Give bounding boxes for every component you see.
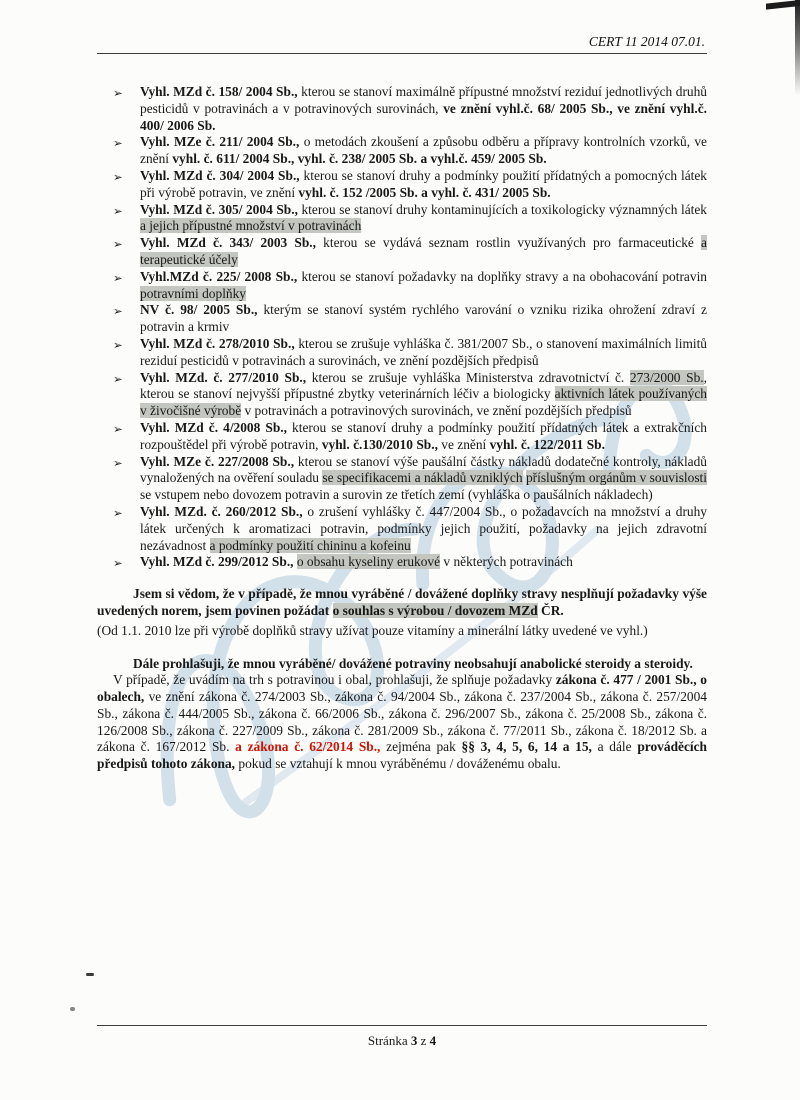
arrow-bullet-icon: ➢ (113, 505, 123, 520)
arrow-bullet-icon: ➢ (113, 421, 123, 436)
header-rule (97, 53, 707, 54)
list-item (97, 302, 707, 336)
footer-rule (97, 1025, 707, 1026)
list-item (97, 168, 707, 202)
arrow-bullet-icon: ➢ (113, 337, 123, 352)
text-segment: o souhlas s výrobou / dovozem MZd (332, 602, 538, 618)
arrow-bullet-icon: ➢ (113, 136, 123, 151)
text-segment: kterou se stanoví požadavky na doplňky stravy a na obohacování potravin (297, 268, 707, 284)
list-item-text (140, 370, 707, 420)
text-segment: příslušným orgánům v souvislosti (525, 470, 707, 486)
text-segment: (Od 1.1. 2010 lze při výrobě doplňků stravy užívat pouze vitamíny a minerální látky uvedené ve vyhl.) (97, 622, 648, 638)
text-segment: V případě, že uvádím na trh s potravinou i obal, prohlašuji, že splňuje požadavky (113, 672, 556, 688)
text-segment: Vyhl. MZd č. 4/2008 Sb., (140, 419, 287, 435)
list-item (97, 420, 707, 454)
text-segment: a dále (591, 739, 638, 755)
text-segment: a terapeutické účely (140, 235, 707, 267)
list-item (97, 134, 707, 168)
scan-artifact-right-edge (795, 0, 800, 95)
text-segment: kterou se stanoví výše paušální částky nákladů dodatečné kontroly, nákladů vynaložených na ověření souladu (140, 453, 707, 486)
paragraph (97, 656, 707, 673)
text-segment: prováděcích předpisů tohoto zákona, (97, 739, 708, 772)
list-item-text (140, 336, 707, 370)
text-segment: kterou se zrušuje vyhláška Ministerstva zdravotnictví č. (306, 369, 630, 385)
list-item-text (140, 168, 707, 202)
regulation-list (97, 84, 707, 572)
text-segment: aktivních látek používaných v živočišné výrobě (140, 386, 707, 419)
text-segment: o zrušení vyhlášky č. 447/2004 Sb., o požadavcích na množství a druhy látek určených k aromatizaci potravin, podmínky jejich použití, požadavky na jejich zdravotní nezávadnost (140, 503, 707, 553)
list-item-text (140, 202, 707, 236)
list-item (97, 202, 707, 236)
text-segment: v potravinách a potravinových surovinách, ve znění pozdějších předpisů (241, 403, 632, 419)
text-segment: 3 (410, 1033, 418, 1048)
text-segment: vyhl. č. 122/2011 Sb. (489, 436, 605, 452)
arrow-bullet-icon: ➢ (113, 371, 123, 386)
text-segment: Vyhl. MZd č. 304/ 2004 Sb., (140, 167, 300, 183)
text-segment: v některých potravinách (440, 554, 573, 570)
arrow-bullet-icon: ➢ (113, 304, 123, 319)
list-item (97, 235, 707, 269)
text-segment: pokud se vztahují k mnou vyráběnému / dováženému obalu. (235, 756, 561, 772)
text-segment: a jejich přípustné množství v potravinách (140, 218, 362, 234)
text-segment: zejména pak (380, 739, 462, 755)
list-item (97, 370, 707, 420)
arrow-bullet-icon: ➢ (113, 203, 123, 218)
list-item (97, 554, 707, 572)
text-segment: kterou se stanoví druhy kontaminujících a toxikologicky významných látek (297, 201, 707, 217)
list-item-text (140, 420, 707, 454)
text-segment: potravními doplňky (140, 285, 247, 301)
text-segment: Vyhl. MZd č. 299/2012 Sb., (140, 554, 294, 570)
text-segment: a podmínky použití chininu a kofeinu (209, 537, 411, 553)
text-segment: ve znění vyhl.č. 68/ 2005 Sb., ve znění vyhl.č. 400/ 2006 Sb. (140, 100, 707, 133)
scan-artifact-mark (86, 973, 94, 976)
text-segment: 4 (429, 1033, 437, 1048)
text-segment: kterou se stanoví druhy a podmínky použití přídatných látek a extrakčních rozpouštědel při výrobě potravin, (140, 419, 707, 452)
text-segment: o metodách zkoušení a způsobu odběru a přípravy kontrolních vzorků, ve znění (140, 134, 707, 167)
text-segment: kterou se vydává seznam rostlin využívaných pro farmaceutické (316, 235, 702, 251)
text-segment: se vstupem nebo dovozem potravin a surovin ze třetích zemí (vyhláška o paušálních nákladech) (140, 487, 653, 503)
text-segment: ve znění zákona č. 274/2003 Sb., zákona č. 94/2004 Sb., zákona č. 237/2004 Sb., zákona č. 257/2004 Sb., zákona č. 444/2005 Sb., zákona č. 66/2006 Sb., zákona č. 296/2007 Sb., zákona č. 25/2008 Sb., zákona č. 126/2008 Sb., zákona č. 227/2009 Sb., zákona č. 281/2009 Sb., zákona č. 77/2011 Sb., zákona č. 18/2012 Sb. a zákona č. 167/2012 Sb. (97, 689, 707, 755)
arrow-bullet-icon: ➢ (113, 237, 123, 252)
text-segment: zákona č. 477 / 2001 Sb., o obalech, (97, 672, 707, 705)
text-segment: vyhl. č.130/2010 Sb., (321, 436, 438, 452)
text-segment: Vyhl. MZe č. 227/2008 Sb., (140, 453, 295, 469)
list-item (97, 269, 707, 303)
text-segment: a zákona č. 62/2014 Sb., (235, 739, 381, 755)
arrow-bullet-icon: ➢ (113, 169, 123, 184)
text-segment: ve znění (437, 436, 490, 452)
text-segment: vyhl. č. 152 /2005 Sb. a vyhl. č. 431/ 2005 Sb. (298, 184, 551, 200)
text-segment: Vyhl. MZd č. 343/ 2003 Sb., (140, 235, 316, 251)
text-segment: kterým se stanoví systém rychlého varování o vzniku rizika ohrožení zdraví z potravin a krmiv (140, 302, 708, 335)
list-item (97, 84, 707, 134)
text-segment: Jsem si vědom, že v případě, že mnou vyráběné / dovážené doplňky stravy nesplňují požadavky výše uvedených norem, jsem povinen požádat (97, 586, 707, 618)
list-item-text (140, 84, 707, 134)
text-segment: Vyhl. MZd. č. 277/2010 Sb., (140, 369, 307, 385)
text-segment: Dále prohlašuji, že mnou vyráběné/ dovážené potraviny neobsahují anabolické steroidy a steroidy. (133, 655, 693, 671)
list-item (97, 336, 707, 370)
arrow-bullet-icon: ➢ (113, 556, 123, 571)
text-segment: §§ 3, 4, 5, 6, 14 a 15, (461, 739, 592, 755)
text-segment: kterou se stanoví druhy a podmínky použití přídatných a pomocných látek při výrobě potravin, ve znění (140, 167, 708, 200)
arrow-bullet-icon: ➢ (113, 270, 123, 285)
text-segment: o obsahu kyseliny erukové (296, 554, 441, 570)
text-segment: Vyhl. MZd. č. 260/2012 Sb., (140, 503, 303, 519)
header-reference: CERT 11 2014 07.01. (588, 34, 705, 49)
list-item-text (140, 554, 707, 572)
paragraph (97, 623, 707, 640)
document-body (97, 84, 707, 773)
paragraph (97, 586, 707, 620)
page-number (97, 1033, 707, 1049)
document-footer (97, 1022, 707, 1049)
list-item-text (140, 235, 707, 269)
list-item-text (140, 504, 707, 554)
list-item (97, 454, 707, 504)
text-segment: Vyhl. MZd č. 278/2010 Sb., (140, 335, 295, 351)
text-segment: kterou se stanoví maximálně přípustné množství reziduí jednotlivých druhů pesticidů v potravinách a v potravinových surovinách, (140, 84, 707, 116)
document-header (97, 34, 707, 54)
text-segment: vyhl. č. 611/ 2004 Sb., vyhl. č. 238/ 2005 Sb. a vyhl.č. 459/ 2005 Sb. (172, 151, 547, 167)
text-segment: se specifikacemi a nákladů vzniklých (322, 470, 523, 486)
text-segment: , kterou se stanoví nejvyšší přípustné zbytky veterinárních léčiv a biologicky (140, 369, 708, 402)
arrow-bullet-icon: ➢ (113, 455, 123, 470)
text-segment: kterou se zrušuje vyhláška č. 381/2007 Sb., o stanovení maximálních limitů reziduí pesticidů v potravinách a surovinách, ve znění pozdějších předpisů (140, 335, 707, 368)
text-segment: NV č. 98/ 2005 Sb., (140, 302, 258, 318)
text-segment: Vyhl. MZe č. 211/ 2004 Sb., (140, 134, 300, 150)
list-item-text (140, 269, 707, 303)
list-item-text (140, 302, 707, 336)
text-segment: ČR. (537, 602, 564, 618)
list-item (97, 504, 707, 554)
text-segment: Stránka (367, 1033, 411, 1048)
scan-artifact-mark (70, 1007, 75, 1011)
list-item-text (140, 454, 707, 504)
arrow-bullet-icon: ➢ (113, 86, 123, 100)
declaration-paragraphs (97, 586, 707, 773)
text-segment: Vyhl.MZd č. 225/ 2008 Sb., (140, 268, 298, 284)
text-segment: 273/2000 Sb. (629, 369, 704, 385)
paragraph (97, 672, 707, 773)
list-item-text (140, 134, 707, 168)
text-segment: z (417, 1033, 430, 1048)
text-segment: Vyhl. MZd č. 305/ 2004 Sb., (140, 201, 298, 217)
text-segment: Vyhl. MZd č. 158/ 2004 Sb., (140, 84, 298, 99)
